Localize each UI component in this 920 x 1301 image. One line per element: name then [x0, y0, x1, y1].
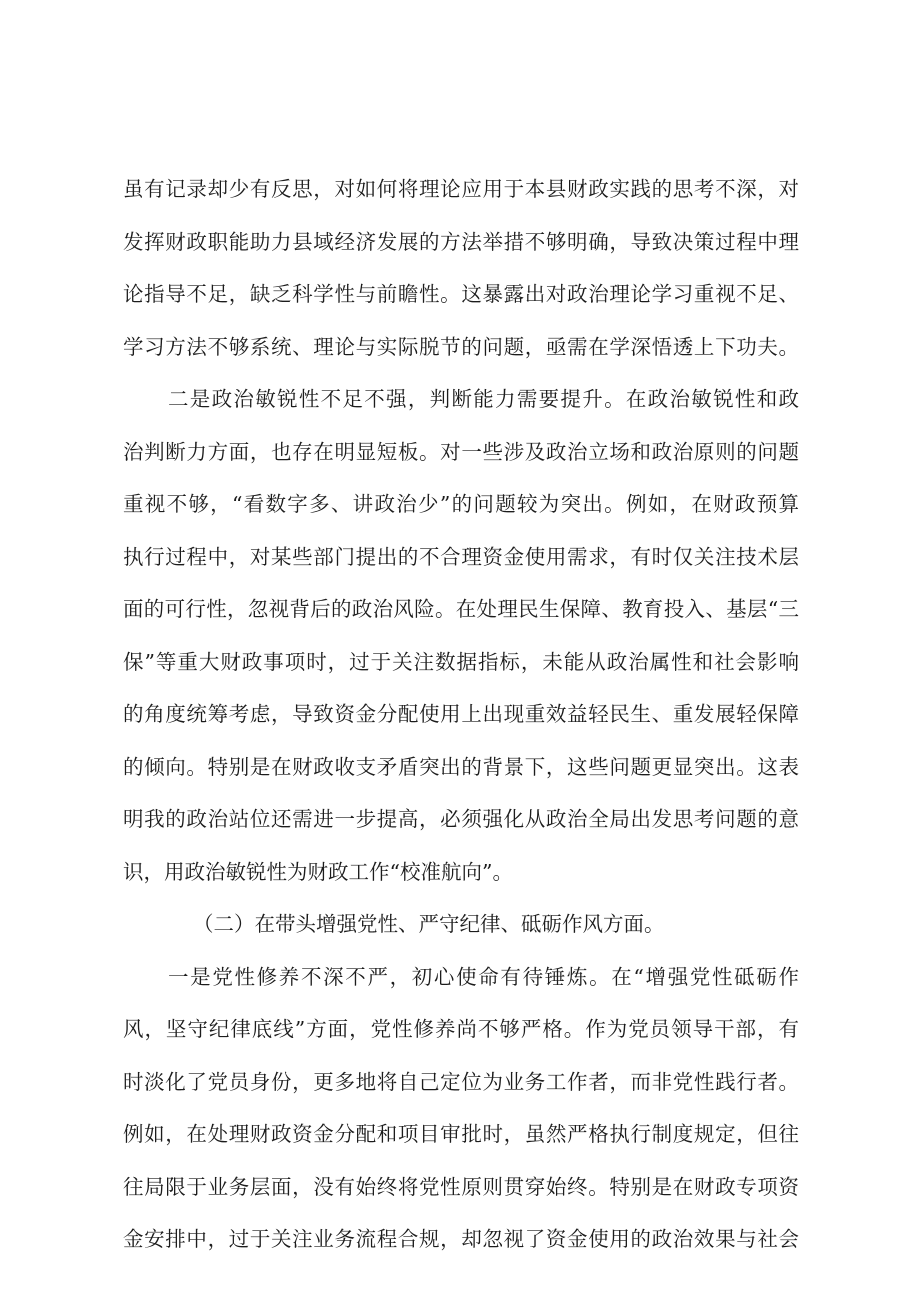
document-body [123, 163, 799, 1266]
text-line-1: 虽有记录却少有反思，对如何将理论应用于本县财政实践的思考不深，对 [123, 177, 799, 201]
text-line-6: 治判断力方面，也存在明显短板。对一些涉及政治立场和政治原则的问题 [123, 439, 799, 464]
paragraph-heading-1: 一是党性修养不深不严，初心使命有待锤炼。在“增强党性砥砺作 [168, 964, 799, 989]
text-line-20: 往局限于业务层面，没有始终将党性原则贯穿始终。特别是在财政专项资 [123, 1174, 799, 1199]
text-line-19: 例如，在处理财政资金分配和项目审批时，虽然严格执行制度规定，但往 [123, 1122, 799, 1146]
text-line-11: 的角度统筹考虑，导致资金分配使用上出现重效益轻民生、重发展轻保障 [123, 702, 799, 726]
text-line-17: 风，坚守纪律底线”方面，党性修养尚不够严格。作为党员领导干部，有 [123, 1017, 799, 1041]
text-line-10: 保”等重大财政事项时，过于关注数据指标，未能从政治属性和社会影响 [123, 649, 799, 674]
text-line-12: 的倾向。特别是在财政收支矛盾突出的背景下，这些问题更显突出。这表 [123, 754, 799, 779]
paragraph-heading-2: 二是政治敏锐性不足不强，判断能力需要提升。在政治敏锐性和政 [168, 387, 799, 411]
text-line-9: 面的可行性，忽视背后的政治风险。在处理民生保障、教育投入、基层“三 [123, 597, 799, 621]
section-heading: （二）在带头增强党性、严守纪律、砥砺作风方面。 [193, 912, 665, 936]
text-line-2: 发挥财政职能助力县域经济发展的方法举措不够明确，导致决策过程中理 [123, 229, 799, 254]
text-line-21: 金安排中，过于关注业务流程合规，却忽视了资金使用的政治效果与社会 [123, 1227, 799, 1251]
text-line-13: 明我的政治站位还需进一步提高，必须强化从政治全局出发思考问题的意 [123, 807, 799, 831]
text-line-4: 学习方法不够系统、理论与实际脱节的问题，亟需在学深悟透上下功夫。 [123, 334, 799, 359]
text-line-7: 重视不够，“看数字多、讲政治少”的问题较为突出。例如，在财政预算 [123, 492, 799, 516]
text-line-8: 执行过程中，对某些部门提出的不合理资金使用需求，有时仅关注技术层 [123, 544, 799, 569]
text-line-14: 识，用政治敏锐性为财政工作“校准航向”。 [123, 859, 513, 884]
text-line-3: 论指导不足，缺乏科学性与前瞻性。这暴露出对政治理论学习重视不足、 [123, 282, 799, 306]
text-line-18: 时淡化了党员身份，更多地将自己定位为业务工作者，而非党性践行者。 [123, 1069, 799, 1094]
